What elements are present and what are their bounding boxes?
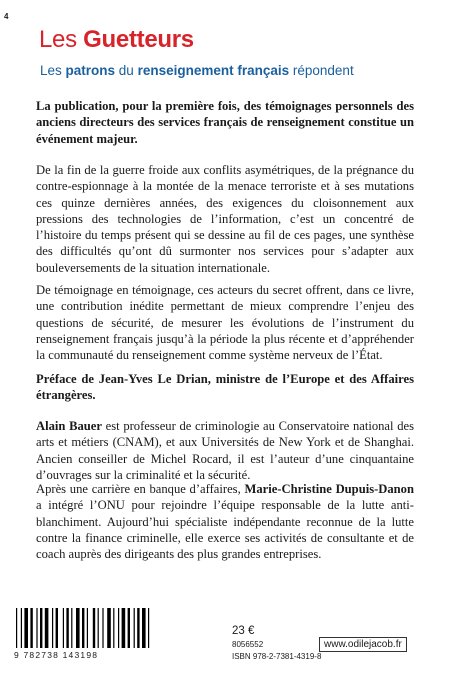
subtitle-s1: Les bbox=[40, 63, 66, 78]
danon-name: Marie-Christine Dupuis-Danon bbox=[244, 482, 414, 496]
subtitle-s4: renseignement français bbox=[137, 63, 290, 78]
barcode-icon bbox=[14, 608, 214, 650]
book-title bbox=[39, 26, 194, 54]
barcode-digits: 9 782738 143198 bbox=[14, 650, 99, 660]
corner-mark: 4 bbox=[4, 12, 9, 21]
isbn: ISBN 978-2-7381-4319-8 bbox=[232, 652, 322, 661]
subtitle-s5: répondent bbox=[289, 63, 354, 78]
title-part2: Guetteurs bbox=[83, 26, 194, 53]
testimony-paragraph: De témoignage en témoignage, ces acteurs du secret offrent, dans ce livre, une contribution inédite permettant de mieux comprendre l’enjeu des questions de sécurité, de mesurer les évolutions de l’instrument du renseignement français jusqu’à la période la plus récente et d’appréhender la communauté du renseignement comme système nerveux de l’État. bbox=[36, 283, 414, 363]
danon-text: a intégré l’ONU pour rejoindre l’équipe responsable de la lutte anti-blanchiment. Aujourd’hui spécialiste indépendante reconnue de la lutte contre la finance criminelle, elle exerce ses activités de consultante et de coach auprès des dirigeants des plus grandes entreprises. bbox=[36, 498, 414, 562]
book-subtitle bbox=[40, 63, 354, 78]
product-code: 8056552 bbox=[232, 640, 264, 649]
danon-pre: Après une carrière en banque d’affaires, bbox=[36, 482, 245, 496]
title-part1: Les bbox=[39, 26, 84, 53]
intro-paragraph: La publication, pour la première fois, des témoignages personnels des anciens directeurs des services français de renseignement constitue un événement majeur. bbox=[36, 99, 414, 146]
history-paragraph: De la fin de la guerre froide aux conflits asymétriques, de la prégnance du contre-espionnage à la montée de la menace terroriste et à ses mutations ces quinze dernières années, des exigences du cloisonnement aux pressions des technologies de l’information, c’est un concentré de l’histoire du temps présent qui se dessine au fil de ces pages, une synthèse des difficultés qu’ont dû surmonter nos services pour s’adapter aux bouleversements de la situation internationale. bbox=[36, 163, 414, 275]
bauer-bio bbox=[36, 418, 414, 483]
price: 23 € bbox=[232, 625, 255, 637]
subtitle-s2: patrons bbox=[65, 63, 116, 78]
publisher-website[interactable]: www.odilejacob.fr bbox=[319, 637, 407, 652]
preface-paragraph: Préface de Jean-Yves Le Drian, ministre de l’Europe et des Affaires étrangères. bbox=[36, 372, 414, 403]
bauer-name: Alain Bauer bbox=[36, 419, 102, 433]
subtitle-s3: du bbox=[115, 63, 138, 78]
bauer-text: est professeur de criminologie au Conservatoire national des arts et métiers (CNAM), et aux Universités de New York et de Shanghai. Ancien conseiller de Michel Rocard, il est l’auteur d’une cinquantaine d’ouvrages sur la criminalité et la sécurité. bbox=[36, 419, 414, 482]
danon-bio bbox=[36, 481, 414, 562]
